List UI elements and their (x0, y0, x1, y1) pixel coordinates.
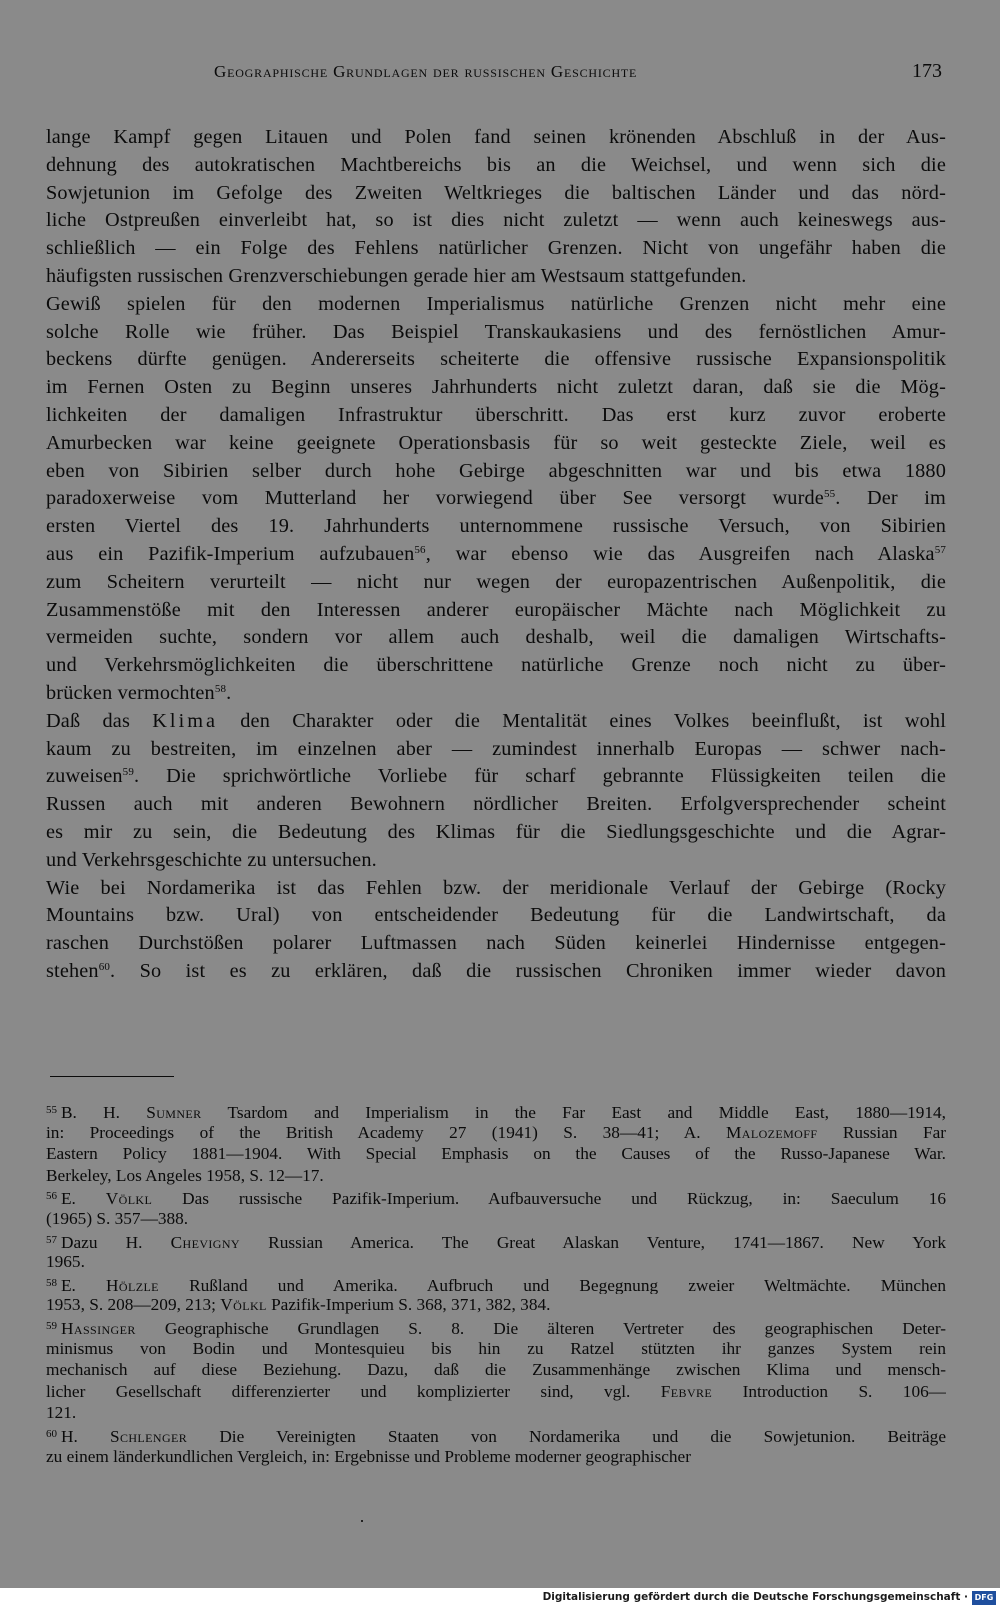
footnote-text: Introduction S. 106— (712, 1381, 946, 1401)
footnote-line (46, 1424, 946, 1446)
footnote-line (46, 1100, 946, 1122)
footnote-ref: 59 (122, 766, 134, 779)
author-name: Hassinger (61, 1318, 136, 1338)
footnote-line (46, 1251, 946, 1273)
footnote-text: minismus von Bodin und Montesquieu bis hin zu Ratzel stützten ihr ganzes System rein (46, 1338, 946, 1358)
text-line: häufigsten russischen Grenzverschiebungen gerade hier am Westsaum stattgefunden. (46, 264, 747, 287)
text-segment: . Der im (835, 487, 946, 510)
text-line (46, 541, 946, 569)
text-line: dehnung des autokratischen Machtbereichs bis an die Weichsel, und wenn sich die (46, 153, 946, 176)
footnote-line (46, 1143, 946, 1165)
footnote-text: Russian America. The Great Alaskan Venture, 1741—1867. New York (240, 1232, 946, 1252)
footnote-text: licher Gesellschaft differenzierter und komplizierter sind, vgl. (46, 1381, 661, 1401)
author-name: Völkl (220, 1295, 267, 1315)
text-segment: . (110, 959, 116, 982)
footnote-line (46, 1359, 946, 1381)
footnote-rule (50, 1076, 174, 1077)
text-line: zum Scheitern verurteilt — nicht nur wegen der europazentrischen Außenpolitik, die (46, 570, 946, 593)
text-segment: . (226, 681, 232, 704)
footnote-ref: 55 (823, 488, 836, 501)
footnote-text: Dazu H. (61, 1232, 171, 1252)
footnote-text: H. (61, 1426, 110, 1446)
footnote-ref: 56 (414, 543, 426, 556)
text-segment: den Charakter oder die Mentalität eines Volkes beeinflußt, ist wohl (217, 709, 946, 732)
footnote-number: 60 (46, 1427, 57, 1440)
footnote-text: Pazifik-Imperium S. 368, 371, 382, 384. (266, 1295, 551, 1315)
emphasized-word: Klima (152, 709, 218, 732)
text-segment: brücken vermochten (46, 681, 215, 704)
author-name: Malozemoff (726, 1122, 818, 1142)
author-name: Sumner (146, 1103, 202, 1122)
footnote-number: 57 (46, 1233, 57, 1246)
footnote-text: Die Vereinigten Staaten von Nordamerika und die Sowjetunion. Beiträge (187, 1426, 946, 1446)
footnote-line (46, 1273, 946, 1295)
footnote-text: 1965. (46, 1252, 85, 1272)
footnote-text: zu einem länderkundlichen Vergleich, in: Ergebnisse und Probleme moderner geographischer (46, 1446, 691, 1466)
main-text (46, 124, 946, 986)
footnote-text: B. H. (61, 1103, 147, 1122)
footnote-number: 55 (46, 1104, 57, 1116)
footnote-line (46, 1316, 946, 1338)
running-title: Geographische Grundlagen der russischen Geschichte (214, 62, 638, 81)
footnote-number: 58 (46, 1276, 57, 1289)
text-line: Sowjetunion im Gefolge des Zweiten Weltkrieges die baltischen Länder und das nörd- (46, 181, 946, 204)
footnote-line (46, 1208, 946, 1230)
footnote-text: 121. (46, 1403, 77, 1423)
footnote-ref: 57 (934, 543, 946, 556)
text-line: Gewiß spielen für den modernen Imperialismus natürliche Grenzen nicht mehr eine (46, 292, 946, 315)
footnote-text: in: Proceedings of the British Academy 27 (1941) S. 38—41; A. (46, 1122, 727, 1142)
footnote-text: Rußland und Amerika. Aufbruch und Begegnung zweier Weltmächte. München (158, 1275, 946, 1295)
author-name: Hölzle (106, 1275, 159, 1295)
author-name: Febvre (660, 1381, 713, 1401)
digitization-credit: Digitalisierung gefördert durch die Deutsche Forschungsgemeinschaft · (542, 1591, 968, 1603)
text-line: schließlich — ein Folge des Fehlens natürlicher Grenzen. Nicht von ungefähr haben die (46, 237, 946, 260)
footnote-number: 56 (46, 1190, 57, 1203)
text-segment: aus ein Pazifik-Imperium aufzubauen (46, 542, 415, 565)
footnote-text: Berkeley, Los Angeles 1958, S. 12—17. (46, 1165, 324, 1185)
footnote-line (46, 1381, 946, 1403)
footnote-line (46, 1402, 946, 1424)
footnote-line (46, 1230, 946, 1252)
footnote-number: 59 (46, 1319, 57, 1332)
speck (361, 1520, 363, 1522)
text-line: Mountains bzw. Ural) von entscheidender Bedeutung für die Landwirtschaft, da (46, 904, 946, 927)
text-segment: . Die sprichwörtliche Vorliebe für scharf gebrannte Flüssigkeiten teilen die (133, 765, 946, 788)
text-segment: Daß das (46, 709, 153, 732)
text-line: und Verkehrsmöglichkeiten die überschrittene natürliche Grenze noch nicht zu über- (46, 654, 946, 677)
text-line (46, 485, 946, 513)
text-line (46, 680, 946, 708)
text-line (46, 958, 946, 986)
author-name: Schlenger (109, 1426, 188, 1446)
text-segment: , war ebenso wie das Ausgreifen nach Alaska (425, 542, 935, 565)
footnote-line (46, 1446, 946, 1468)
footnote-text: E. (61, 1189, 106, 1208)
footnote-text: mechanisch auf diese Beziehung. Dazu, daß die Zusammenhänge zwischen Klima und mensch- (46, 1360, 946, 1380)
text-line: kaum zu bestreiten, im einzelnen aber — zumindest innerhalb Europas — schwer nach- (46, 737, 946, 760)
text-line: lichkeiten der damaligen Infrastruktur überschritt. Das erst kurz zuvor eroberte (46, 403, 946, 426)
text-line: Wie bei Nordamerika ist das Fehlen bzw. der meridionale Verlauf der Gebirge (Rocky (46, 876, 946, 899)
text-line: liche Ostpreußen einverleibt hat, so ist dies nicht zuletzt — wenn auch keineswegs aus- (46, 209, 946, 232)
dfg-logo: DFG (972, 1591, 996, 1605)
text-line: lange Kampf gegen Litauen und Polen fand seinen krönenden Abschluß in der Aus- (46, 126, 946, 148)
footnote-text: Russian Far (817, 1122, 946, 1142)
footnote-line (46, 1186, 946, 1208)
footnote-text: E. (61, 1275, 107, 1295)
text-line: Russen auch mit anderen Bewohnern nördlicher Breiten. Erfolgversprechender scheint (46, 793, 946, 816)
author-name: Chevigny (170, 1232, 240, 1252)
footnotes (46, 1100, 946, 1467)
footnote-text: Tsardom and Imperialism in the Far East and Middle East, 1880—1914, (201, 1103, 946, 1122)
footnote-line (46, 1338, 946, 1360)
footnote-line (46, 1294, 946, 1316)
text-line: raschen Durchstößen polarer Luftmassen nach Süden keinerlei Hindernisse entgegen- (46, 932, 946, 955)
text-line: im Fernen Osten zu Beginn unseres Jahrhunderts nicht zuletzt daran, daß sie die Mög- (46, 376, 946, 399)
author-name: Völkl (105, 1189, 153, 1208)
footnote-line (46, 1165, 946, 1187)
footnote-line (46, 1122, 946, 1144)
text-line: ersten Viertel des 19. Jahrhunderts unternommene russische Versuch, von Sibirien (46, 515, 946, 538)
text-line (46, 763, 946, 791)
text-line: Amurbecken war keine geeignete Operationsbasis für so weit gesteckte Ziele, weil es (46, 431, 946, 454)
text-segment: zuweisen (46, 765, 123, 788)
footnote-text: Geographische Grundlagen S. 8. Die älteren Vertreter des geographischen Deter- (135, 1318, 946, 1338)
text-line: es mir zu sein, die Bedeutung des Klimas für die Siedlungsgeschichte und die Agrar- (46, 820, 946, 843)
text-line: solche Rolle wie früher. Das Beispiel Transkaukasiens und des fernöstlichen Amur- (46, 320, 946, 343)
text-line: eben von Sibirien selber durch hohe Gebirge abgeschnitten war und bis etwa 1880 (46, 459, 946, 482)
footnote-ref: 60 (98, 960, 111, 973)
text-line: Zusammenstöße mit den Interessen anderer europäischer Mächte nach Möglichkeit zu (46, 598, 946, 621)
text-segment: stehen (46, 959, 99, 982)
footnote-ref: 58 (214, 682, 227, 695)
text-segment: paradoxerweise vom Mutterland her vorwiegend über See versorgt wurde (46, 487, 824, 510)
page-number: 173 (912, 60, 942, 82)
text-line: beckens dürfte genügen. Andererseits scheiterte die offensive russische Expansionspolitik (46, 348, 946, 371)
footnote-text: (1965) S. 357—388. (46, 1208, 189, 1228)
book-page (46, 58, 946, 1466)
text-line: vermeiden suchte, sondern vor allem auch deshalb, weil die damaligen Wirtschafts- (46, 626, 946, 649)
text-line (46, 708, 946, 736)
text-line: und Verkehrsgeschichte zu untersuchen. (46, 848, 377, 871)
text-segment: So ist es zu erklären, daß die russischen Chroniken immer wieder davon (115, 959, 946, 982)
footnote-text: Das russische Pazifik-Imperium. Aufbauversuche und Rückzug, in: Saeculum 16 (152, 1189, 946, 1208)
footnote-text: 1953, S. 208—209, 213; (46, 1295, 221, 1315)
footnote-text: Eastern Policy 1881—1904. With Special Emphasis on the Causes of the Russo-Japanese War. (46, 1144, 946, 1164)
running-head (46, 58, 946, 88)
